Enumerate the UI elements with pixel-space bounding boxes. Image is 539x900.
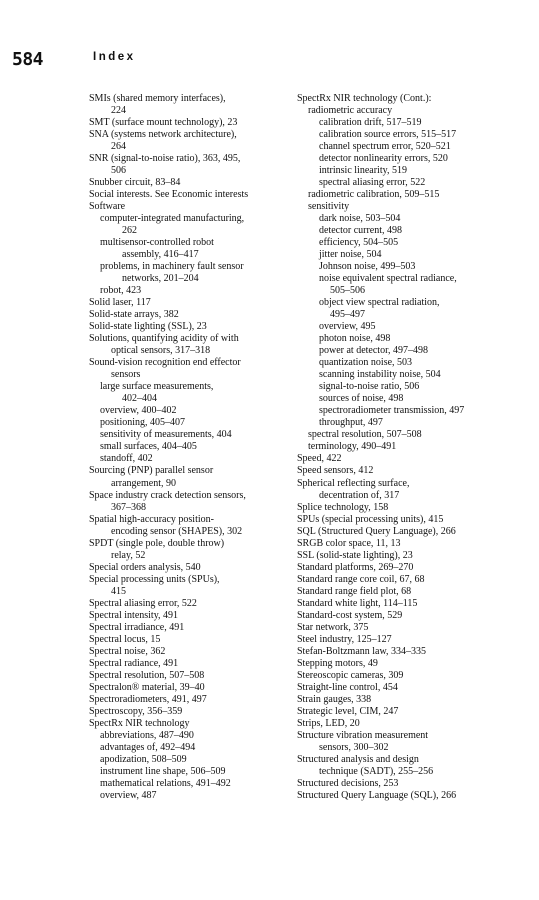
index-subentry: standoff, 402 xyxy=(100,453,153,465)
index-subentry: object view spectral radiation, xyxy=(319,297,440,309)
index-entry: Standard platforms, 269–270 xyxy=(297,561,414,573)
index-subentry: quantization noise, 503 xyxy=(319,357,413,369)
index-entry: Spectral locus, 15 xyxy=(89,633,161,645)
index-subentry: detector current, 498 xyxy=(319,225,403,237)
index-entry: Solid laser, 117 xyxy=(89,297,151,309)
index-entry-continuation: sensors xyxy=(111,369,141,381)
index-entry: Standard range field plot, 68 xyxy=(297,585,412,597)
index-entry: Spectral irradiance, 491 xyxy=(89,621,185,633)
index-entry-continuation: sensors, 300–302 xyxy=(319,741,389,753)
index-subentry: overview, 400–402 xyxy=(100,405,177,417)
index-entry: Spherical reflecting surface, xyxy=(297,477,410,489)
index-subentry: intrinsic linearity, 519 xyxy=(319,165,407,177)
index-entry: Spectral resolution, 507–508 xyxy=(89,669,205,681)
index-entry-continuation: 367–368 xyxy=(111,501,146,513)
index-entry: SMIs (shared memory interfaces), xyxy=(89,93,226,104)
index-entry: Strips, LED, 20 xyxy=(297,717,360,729)
index-subentry: dark noise, 503–504 xyxy=(319,213,401,225)
index-subentry: apodization, 508–509 xyxy=(100,753,187,765)
index-entry-continuation: arrangement, 90 xyxy=(111,477,176,489)
index-entry: Social interests. See Economic interests xyxy=(89,189,249,201)
index-entry-continuation: 264 xyxy=(111,141,126,153)
index-entry: SNR (signal-to-noise ratio), 363, 495, xyxy=(89,153,241,165)
running-head-title: Index xyxy=(93,51,136,63)
index-subentry: terminology, 490–491 xyxy=(308,441,397,453)
index-entry: Solid-state lighting (SSL), 23 xyxy=(89,321,207,333)
index-subentry: photon noise, 498 xyxy=(319,333,391,345)
index-entry-continuation: 402–404 xyxy=(122,393,157,405)
index-entry: SpectRx NIR technology xyxy=(89,717,190,729)
index-entry-continuation: 506 xyxy=(111,165,126,177)
index-entry: Solutions, quantifying acidity of with xyxy=(89,333,239,345)
index-entry: Sourcing (PNP) parallel sensor xyxy=(89,465,214,477)
index-entry: Snubber circuit, 83–84 xyxy=(89,177,181,189)
index-entry-continuation: decentration of, 317 xyxy=(319,489,400,501)
index-entry: Special processing units (SPUs), xyxy=(89,573,220,585)
index-subentry: jitter noise, 504 xyxy=(319,249,382,261)
index-subentry: calibration drift, 517–519 xyxy=(319,117,422,129)
index-entry-continuation: 262 xyxy=(122,225,137,237)
index-subentry: small surfaces, 404–405 xyxy=(100,441,197,453)
index-entry: Spectral intensity, 491 xyxy=(89,609,179,621)
index-subentry: robot, 423 xyxy=(100,285,142,297)
index-subentry: spectral resolution, 507–508 xyxy=(308,429,422,441)
index-subentry: positioning, 405–407 xyxy=(100,417,186,429)
index-subentry: sensitivity xyxy=(308,201,350,213)
index-entry: Stepping motors, 49 xyxy=(297,657,378,669)
index-entry: Standard-cost system, 529 xyxy=(297,609,403,621)
index-entry: Spectral radiance, 491 xyxy=(89,657,179,669)
index-subentry: detector nonlinearity errors, 520 xyxy=(319,153,448,165)
index-entry: Spectralon® material, 39–40 xyxy=(89,681,205,693)
index-subentry: mathematical relations, 491–492 xyxy=(100,777,231,789)
index-entry: Spectroscopy, 356–359 xyxy=(89,705,183,717)
index-entry: Structured decisions, 253 xyxy=(297,777,399,789)
index-subentry: multisensor-controlled robot xyxy=(100,237,214,249)
index-entry: Structure vibration measurement xyxy=(297,729,429,741)
index-subentry: overview, 487 xyxy=(100,789,157,801)
index-subentry: calibration source errors, 515–517 xyxy=(319,129,457,141)
index-subentry: overview, 495 xyxy=(319,321,376,333)
index-entry: Solid-state arrays, 382 xyxy=(89,309,179,321)
index-entry-continuation: assembly, 416–417 xyxy=(122,249,199,261)
index-column-right xyxy=(297,93,512,802)
index-entry-continuation: 415 xyxy=(111,585,126,597)
index-entry: Speed sensors, 412 xyxy=(297,465,374,477)
index-subentry: instrument line shape, 506–509 xyxy=(100,765,226,777)
page-number: 584 xyxy=(12,49,44,70)
index-subentry: power at detector, 497–498 xyxy=(319,345,429,357)
index-entry: SSL (solid-state lighting), 23 xyxy=(297,549,413,561)
index-entry: Strain gauges, 338 xyxy=(297,693,372,705)
index-entry: Standard range core coil, 67, 68 xyxy=(297,573,425,585)
index-entry: Straight-line control, 454 xyxy=(297,681,398,693)
index-subentry: computer-integrated manufacturing, xyxy=(100,213,245,225)
index-entry: Special orders analysis, 540 xyxy=(89,561,201,573)
index-entry: Spatial high-accuracy position- xyxy=(89,513,214,525)
index-entry-continuation: 224 xyxy=(111,105,126,117)
index-subentry: noise equivalent spectral radiance, xyxy=(319,273,457,285)
index-entry: Spectroradiometers, 491, 497 xyxy=(89,693,207,705)
index-entry: Steel industry, 125–127 xyxy=(297,633,392,645)
index-entry: SMT (surface mount technology), 23 xyxy=(89,117,238,129)
index-entry-continuation: technique (SADT), 255–256 xyxy=(319,765,434,777)
index-subentry: spectroradiometer transmission, 497 xyxy=(319,405,465,417)
index-subentry: spectral aliasing error, 522 xyxy=(319,177,426,189)
index-entry: Standard white light, 114–115 xyxy=(297,597,418,609)
index-subentry: efficiency, 504–505 xyxy=(319,237,399,249)
index-entry-continuation: optical sensors, 317–318 xyxy=(111,345,211,357)
index-entry: Splice technology, 158 xyxy=(297,501,389,513)
index-entry: Space industry crack detection sensors, xyxy=(89,489,246,501)
index-entry: SQL (Structured Query Language), 266 xyxy=(297,525,456,537)
index-entry: Spectral noise, 362 xyxy=(89,645,166,657)
index-subentry: sources of noise, 498 xyxy=(319,393,404,405)
index-entry-continuation: encoding sensor (SHAPES), 302 xyxy=(111,525,243,537)
index-entry-continuation: relay, 52 xyxy=(111,549,146,561)
index-entry-continuation: networks, 201–204 xyxy=(122,273,199,285)
index-entry: Structured analysis and design xyxy=(297,753,419,765)
index-entry: Star network, 375 xyxy=(297,621,369,633)
index-subentry: channel spectrum error, 520–521 xyxy=(319,141,451,153)
index-subentry: signal-to-noise ratio, 506 xyxy=(319,381,420,393)
index-entry: Speed, 422 xyxy=(297,453,342,465)
index-subentry: advantages of, 492–494 xyxy=(100,741,196,753)
index-entry-continuation: 505–506 xyxy=(330,285,365,297)
index-entry: SRGB color space, 11, 13 xyxy=(297,537,401,549)
index-entry: SNA (systems network architecture), xyxy=(89,129,237,141)
index-subentry: sensitivity of measurements, 404 xyxy=(100,429,232,441)
index-column-left xyxy=(89,93,294,802)
index-subentry: radiometric accuracy xyxy=(308,105,393,117)
index-entry: Structured Query Language (SQL), 266 xyxy=(297,789,457,801)
index-entry: SPDT (single pole, double throw) xyxy=(89,537,225,549)
index-entry: Sound-vision recognition end effector xyxy=(89,357,241,369)
index-entry: SpectRx NIR technology (Cont.): xyxy=(297,93,432,104)
index-entry: Software xyxy=(89,201,126,213)
index-entry: Stereoscopic cameras, 309 xyxy=(297,669,404,681)
index-subentry: scanning instability noise, 504 xyxy=(319,369,441,381)
index-subentry: large surface measurements, xyxy=(100,381,214,393)
index-entry: Stefan-Boltzmann law, 334–335 xyxy=(297,645,427,657)
index-subentry: problems, in machinery fault sensor xyxy=(100,261,244,273)
index-entry: SPUs (special processing units), 415 xyxy=(297,513,444,525)
index-entry: Strategic level, CIM, 247 xyxy=(297,705,399,717)
index-subentry: radiometric calibration, 509–515 xyxy=(308,189,440,201)
index-subentry: Johnson noise, 499–503 xyxy=(319,261,416,273)
index-subentry: throughput, 497 xyxy=(319,417,383,429)
index-entry-continuation: 495–497 xyxy=(330,309,365,321)
index-entry: Spectral aliasing error, 522 xyxy=(89,597,197,609)
index-subentry: abbreviations, 487–490 xyxy=(100,729,194,741)
